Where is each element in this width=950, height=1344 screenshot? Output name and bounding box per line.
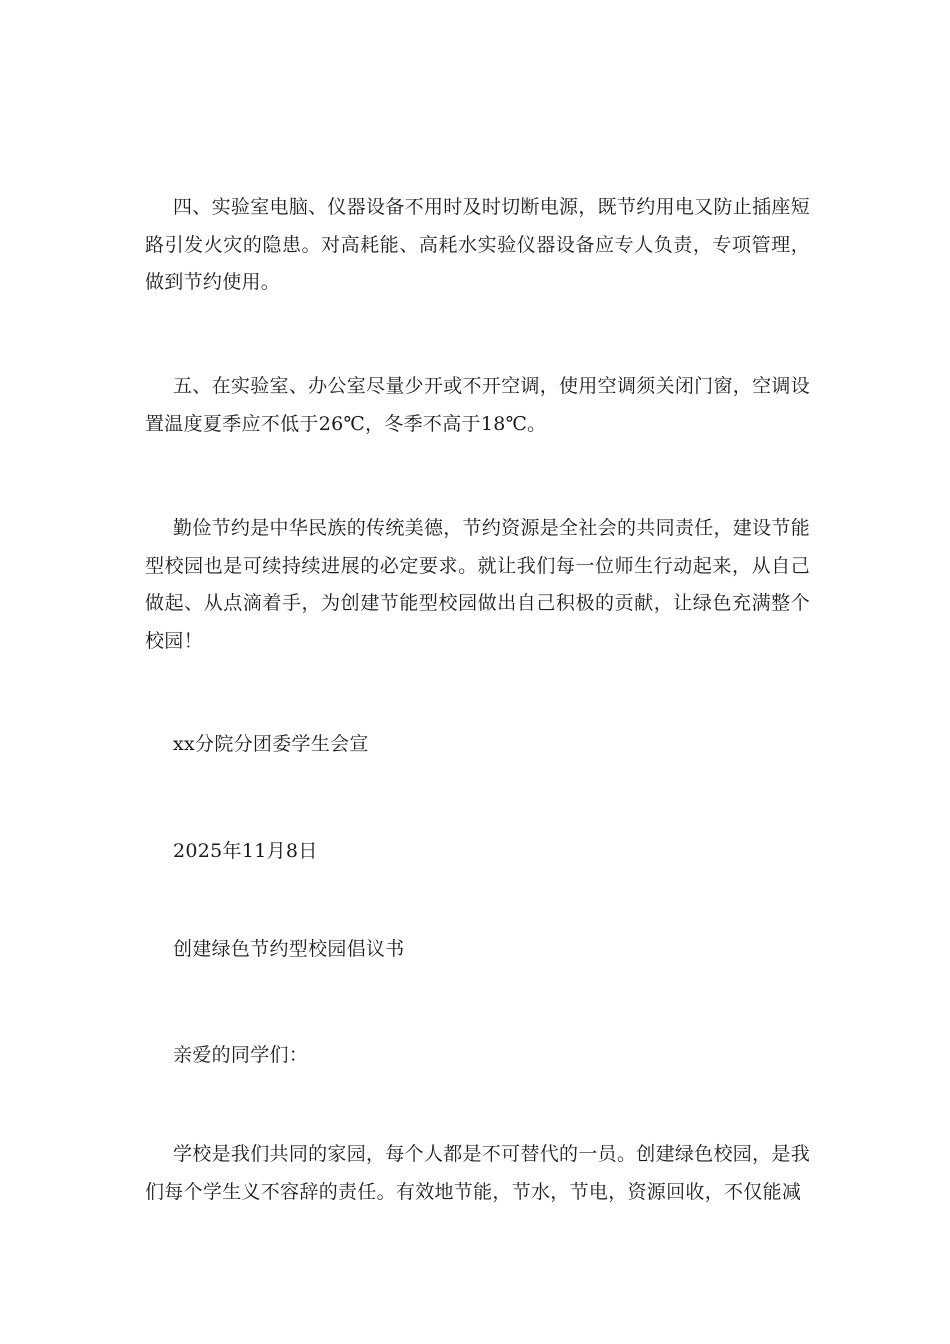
salutation: 亲爱的同学们： (173, 1044, 309, 1066)
paragraph-item-five: 五、在实验室、办公室尽量少开或不开空调，使用空调须关闭门窗，空调设置温度夏季应不低于26℃，冬季不高于18℃。 (145, 375, 810, 435)
paragraph-intro: 学校是我们共同的家园，每个人都是不可替代的一员。创建绿色校园，是我们每个学生义不容辞的责任。有效地节能，节水，节电，资源回收，不仅能减 (145, 1143, 810, 1203)
signature-date: 2025年11月8日 (173, 840, 318, 862)
paragraph-item-four: 四、实验室电脑、仪器设备不用时及时切断电源，既节约用电又防止插座短路引发火灾的隐患。对高耗能、高耗水实验仪器设备应专人负责，专项管理，做到节约使用。 (145, 196, 810, 293)
paragraph-conclusion: 勤俭节约是中华民族的传统美德，节约资源是全社会的共同责任，建设节能型校园也是可续持续进展的必定要求。就让我们每一位师生行动起来，从自己做起、从点滴着手，为创建节能型校园做出自己积极的贡献，让绿色充满整个校园！ (145, 517, 810, 652)
signature-organization: xx分院分团委学生会宣 (173, 733, 369, 755)
document-title: 创建绿色节约型校园倡议书 (173, 938, 405, 960)
